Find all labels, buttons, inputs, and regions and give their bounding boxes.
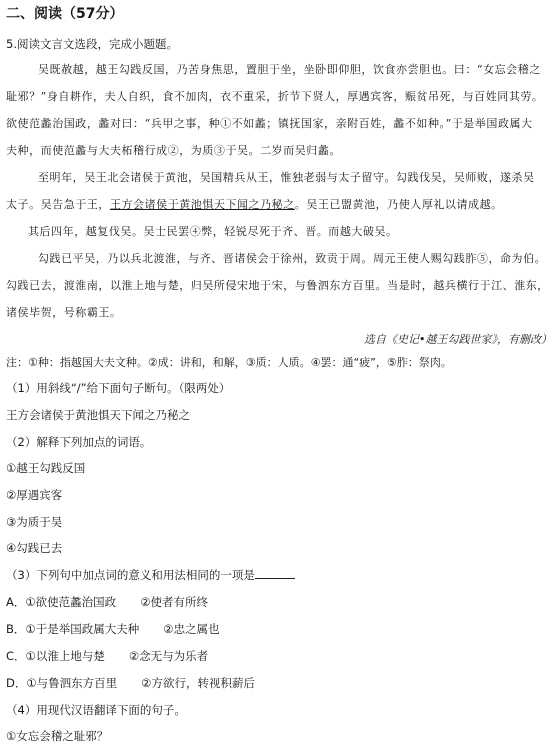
question-intro: 5.阅读文言文选段，完成小题题。 [6, 37, 178, 51]
passage-line: 耻邪？”身自耕作，夫人自织，食不加肉，衣不重采，折节下贤人，厚遇宾客，赈贫吊死，与百姓同其劳。 [6, 90, 544, 103]
sub-question-2-item: ④勾践已去 [6, 541, 63, 555]
option-d[interactable] [6, 675, 558, 691]
sub-question-2-item: ③为质于吴 [6, 515, 63, 529]
option-label: C．①以淮上地与楚 [6, 649, 105, 663]
annotation-notes: 注：①种：指越国大夫文种。②成：讲和，和解，③质：人质。④罢：通“疲”，⑤胙：祭肉。 [6, 356, 452, 369]
option-pair: ②念无与为乐者 [128, 649, 209, 663]
passage-line: 诸侯毕贺，号称霸王。 [6, 306, 122, 319]
passage-segment: 。吴王已盟黄池，乃使人厚礼以请成越。 [294, 198, 503, 211]
passage-line: 夫种，而使范蠡与大夫柘稽行成②，为质③于吴。二岁而吴归蠡。 [6, 144, 341, 157]
option-pair: ②使者有所终 [140, 595, 208, 609]
section-title: 二、阅读（57分） [6, 6, 124, 22]
option-label: A．①欲使范蠡治国政 [6, 595, 117, 609]
sub-question-2-item: ②厚遇宾客 [6, 488, 63, 502]
sub-question-2-prompt: （2）解释下列加点的词语。 [6, 435, 152, 449]
passage-line: 勾践已平吴，乃以兵北渡淮，与齐、晋诸侯会于徐州，致贡于周。周元王使人赐勾践胙⑤，命为伯。 [38, 252, 547, 265]
option-pair: ②方欲行，转视积薪后 [141, 676, 255, 690]
option-c[interactable] [6, 648, 558, 664]
sub-question-1-sentence[interactable]: 王方会诸侯于黄池惧天下闻之乃秘之 [6, 408, 190, 422]
option-label: B．①于是举国政属大夫种 [6, 622, 140, 636]
sub-question-3-prompt-line [6, 567, 558, 583]
option-label: D．①与鲁泗东方百里 [6, 676, 118, 690]
passage-line: 其后四年，越复伐吴。吴士民罢④弊，轻锐尽死于齐、晋。而越大破吴。 [28, 225, 398, 238]
option-pair: ②忠之属也 [163, 622, 220, 636]
option-a[interactable] [6, 594, 558, 610]
passage-line: 欲使范蠡治国政，蠡对曰：“兵甲之事，种①不如蠡；镇抚国家，亲附百姓，蠡不如种。”于是举国政属大 [6, 117, 533, 130]
sub-question-4-prompt: （4）用现代汉语翻译下面的句子。 [6, 703, 186, 717]
underlined-sentence: 王方会诸侯于黄池惧天下闻之乃秘之 [109, 198, 295, 211]
option-b[interactable] [6, 621, 558, 637]
sub-question-2-item: ①越王勾践反国 [6, 461, 86, 475]
passage-line: 吴既赦越，越王勾践反国，乃苦身焦思，置胆于坐，坐卧即仰胆，饮食亦尝胆也。曰：“女忘会稽之 [38, 63, 541, 76]
passage-line: 勾践已去，渡淮南，以淮上地与楚，归吴所侵宋地于宋，与鲁泗东方百里。当是时，越兵横行于江、淮东， [6, 279, 549, 292]
passage-line-with-underline [6, 196, 558, 212]
passage-segment: 太子。吴告急于王， [6, 198, 110, 211]
answer-blank[interactable] [255, 568, 295, 579]
sub-question-1-prompt: （1）用斜线“/”给下面句子断句。（限两处） [6, 381, 231, 395]
source-citation: 选自《史记•越王勾践世家》，有删改） [364, 333, 552, 346]
sub-question-4-item: ①女忘会稽之耻邪？ [6, 729, 109, 743]
sub-question-3-prompt: （3）下列句中加点词的意义和用法相同的一项是 [6, 568, 255, 582]
passage-line: 至明年，吴王北会诸侯于黄池，吴国精兵从王，惟独老弱与太子留守。勾践伐吴，吴师败，遂杀吴 [38, 171, 535, 184]
